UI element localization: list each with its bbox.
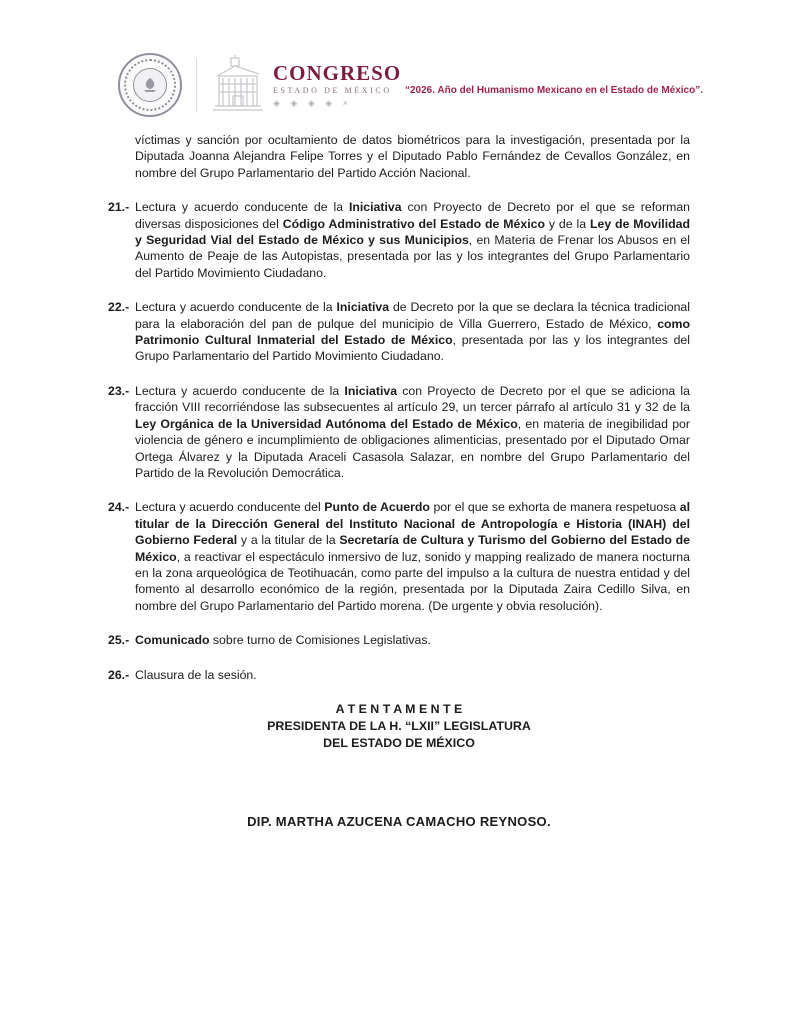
item-number	[108, 132, 135, 181]
item-number: 26.-	[108, 667, 130, 682]
item-number: 24.-	[108, 500, 130, 515]
agenda-item	[108, 667, 690, 683]
letterhead	[118, 50, 703, 120]
agenda-item	[108, 632, 690, 648]
item-text: Lectura y acuerdo conducente de la Iniciativa con Proyecto de Decreto por el que se reforman diversas disposiciones del Código Administrativo del Estado de México y de la Ley de Movilidad y Seguridad Vial del Estado de México y sus Municipios, en Materia de Frenar los Abusos en el Aumento de Peaje de las Autopistas, presentada por las y los integrantes del Grupo Parlamentario del Partido Movimiento Ciudadano.	[135, 200, 691, 280]
item-number: 21.-	[108, 200, 130, 215]
agenda-item	[108, 299, 690, 365]
item-text: Lectura y acuerdo conducente de la Iniciativa de Decreto por la que se declara la técnica tradicional para la elaboración del pan de pulque del municipio de Villa Guerrero, Estado de México, como Patrimonio Cultural Inmaterial del Estado de México, presentada por las y los integrantes del Grupo Parlamentario del Partido Movimiento Ciudadano.	[135, 300, 690, 364]
signature-name: DIP. MARTHA AZUCENA CAMACHO REYNOSO.	[247, 813, 551, 829]
item-text: Lectura y acuerdo conducente del Punto de Acuerdo por el que se exhorta de manera respetuosa al titular de la Dirección General del Instituto Nacional de Antropología e Historia (INAH) del Gobierno Federal y a la titular de la Secretaría de Cultura y Turismo del Gobierno del Estado de México, a reactivar el espectáculo inmersivo de luz, sonido y mapping realizado de manera nocturna en la zona arqueológica de Teotihuacán, como parte del impulso a la cultura de nuestra entidad y del fomento al desarrollo económico de la región, presentada por la Diputada Zaira Cedillo Silva, en nombre del Grupo Parlamentario del Partido morena. (De urgente y obvia resolución).	[135, 500, 691, 613]
closing-line: PRESIDENTA DE LA H. “LXII” LEGISLATURA	[267, 718, 531, 733]
agenda-list	[108, 132, 690, 683]
item-text: Clausura de la sesión.	[135, 667, 257, 682]
year-legend: “2026. Año del Humanismo Mexicano en el Estado de México”.	[404, 84, 703, 96]
agenda-item	[108, 499, 690, 614]
agenda-body	[108, 132, 690, 830]
item-number: 23.-	[108, 383, 130, 398]
item-number: 25.-	[108, 633, 130, 648]
congress-building-icon	[211, 54, 265, 117]
header-divider	[196, 58, 197, 112]
closing-block	[108, 701, 690, 752]
item-text: víctimas y sanción por ocultamiento de datos biométricos para la investigación, presentada por la Diputada Joanna Alejandra Felipe Torres y el Diputado Pablo Fernández de Cevallos González, en nombre del Grupo Parlamentario del Partido Acción Nacional.	[135, 133, 690, 180]
ornament-glyphs-icon: ◈ ◈ ◈ ◈ ×	[273, 98, 352, 108]
item-text: Lectura y acuerdo conducente de la Iniciativa con Proyecto de Decreto por el que se adiciona la fracción VIII recorriéndose las subsecuentes al artículo 29, un tercer párrafo al artículo 31 y 32 de la Ley Orgánica de la Universidad Autónoma del Estado de México, en materia de inegibilidad por violencia de género e incumplimiento de obligaciones alimenticias, presentado por el Diputado Omar Ortega Álvarez y la Diputada Araceli Casasola Salazar, en nombre del Grupo Parlamentario del Partido de la Revolución Democrática.	[135, 383, 691, 480]
state-legislature-seal-icon	[118, 53, 182, 117]
congress-wordmark-block	[273, 62, 401, 109]
closing-line: A T E N T A M E N T E	[335, 701, 463, 716]
closing-line: DEL ESTADO DE MÉXICO	[323, 735, 475, 750]
congress-wordmark-subtitle: ESTADO DE MÉXICO	[273, 85, 392, 95]
continuation-paragraph	[108, 132, 690, 181]
item-text: Comunicado sobre turno de Comisiones Legislativas.	[135, 633, 431, 648]
agenda-item	[108, 383, 690, 481]
item-number: 22.-	[108, 300, 130, 315]
agenda-item	[108, 199, 690, 281]
congress-wordmark: CONGRESO	[273, 60, 402, 85]
